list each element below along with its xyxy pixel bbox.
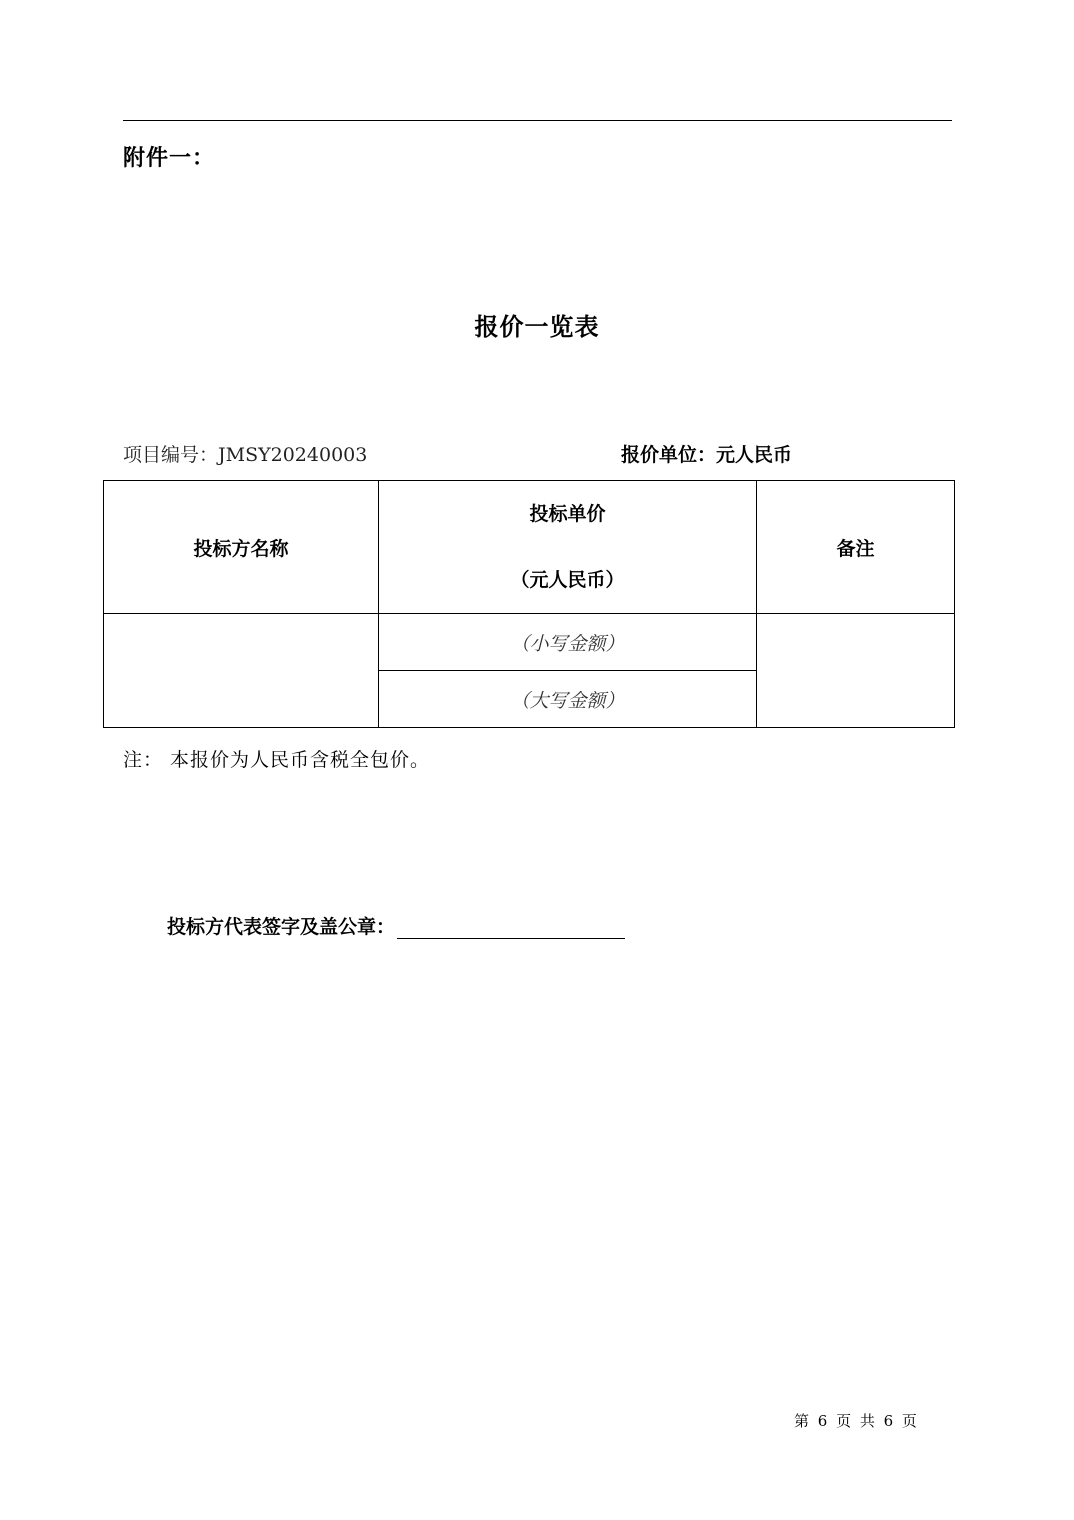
note-text: 注： 本报价为人民币含税全包价。 (123, 749, 431, 771)
table-row (104, 614, 955, 671)
header-unit-price-currency: （元人民币） (510, 569, 625, 591)
attachment-label: 附件一： (123, 145, 216, 171)
header-unit-price-label: 投标单价 (529, 503, 606, 525)
signature-section (167, 912, 625, 939)
table-header-row (104, 481, 955, 614)
header-rule (123, 120, 952, 121)
amount-lowercase-hint: （小写金额） (510, 632, 625, 655)
page-number: 第 6 页 共 6 页 (794, 1412, 919, 1430)
project-number: 项目编号：JMSY20240003 (123, 444, 368, 466)
header-bidder-name-label: 投标方名称 (193, 537, 289, 560)
header-remarks-label: 备注 (836, 537, 875, 560)
amount-uppercase-hint: （大写金额） (510, 689, 625, 712)
cell-bidder-name (104, 614, 379, 728)
header-unit-price (379, 481, 757, 614)
header-bidder-name (104, 481, 379, 614)
document-title: 报价一览表 (474, 312, 600, 341)
signature-label: 投标方代表签字及盖公章： (167, 916, 396, 938)
signature-blank-line (397, 918, 625, 939)
cell-amount-lowercase (379, 614, 757, 671)
quote-unit: 报价单位：元人民币 (621, 444, 793, 466)
cell-remarks (757, 614, 955, 728)
quote-table (103, 480, 955, 728)
cell-amount-uppercase (379, 671, 757, 728)
header-remarks (757, 481, 955, 614)
